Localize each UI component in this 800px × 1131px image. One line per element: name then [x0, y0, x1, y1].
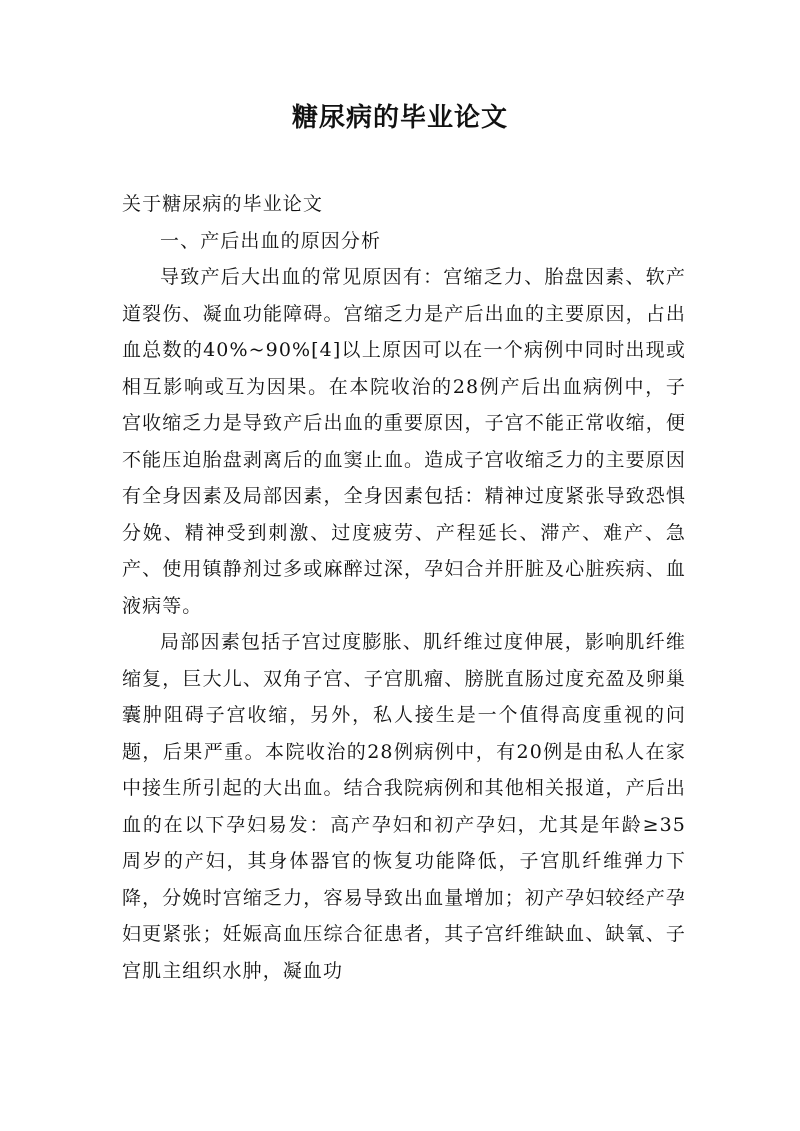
document-body	[122, 186, 686, 989]
paragraph: 导致产后大出血的常见原因有：宫缩乏力、胎盘因素、软产道裂伤、凝血功能障碍。宫缩乏力是产后出血的主要原因，占出血总数的40%~90%[4]以上原因可以在一个病例中同时出现或相互影响或互为因果。在本院收治的28例产后出血病例中，子宫收缩乏力是导致产后出血的重要原因，子宫不能正常收缩，便不能压迫胎盘剥离后的血窦止血。造成子宫收缩乏力的主要原因有全身因素及局部因素，全身因素包括：精神过度紧张导致恐惧分娩、精神受到刺激、过度疲劳、产程延长、滞产、难产、急产、使用镇静剂过多或麻醉过深，孕妇合并肝脏及心脏疾病、血液病等。	[122, 266, 686, 617]
paragraph: 局部因素包括子宫过度膨胀、肌纤维过度伸展，影响肌纤维缩复，巨大儿、双角子宫、子宫肌瘤、膀胱直肠过度充盈及卵巢囊肿阻碍子宫收缩，另外，私人接生是一个值得高度重视的问题，后果严重。本院收治的28例病例中，有20例是由私人在家中接生所引起的大出血。结合我院病例和其他相关报道，产后出血的在以下孕妇易发：高产孕妇和初产孕妇，尤其是年龄≥35周岁的产妇，其身体器官的恢复功能降低，子宫肌纤维弹力下降，分娩时宫缩乏力，容易导致出血量增加；初产孕妇较经产孕妇更紧张；妊娠高血压综合征患者，其子宫纤维缺血、缺氧、子宫肌主组织水肿，凝血功	[122, 631, 686, 982]
document-title: 糖尿病的毕业论文	[291, 103, 508, 133]
section-heading: 一、产后出血的原因分析	[160, 229, 382, 252]
document-subtitle: 关于糖尿病的毕业论文	[122, 193, 324, 215]
